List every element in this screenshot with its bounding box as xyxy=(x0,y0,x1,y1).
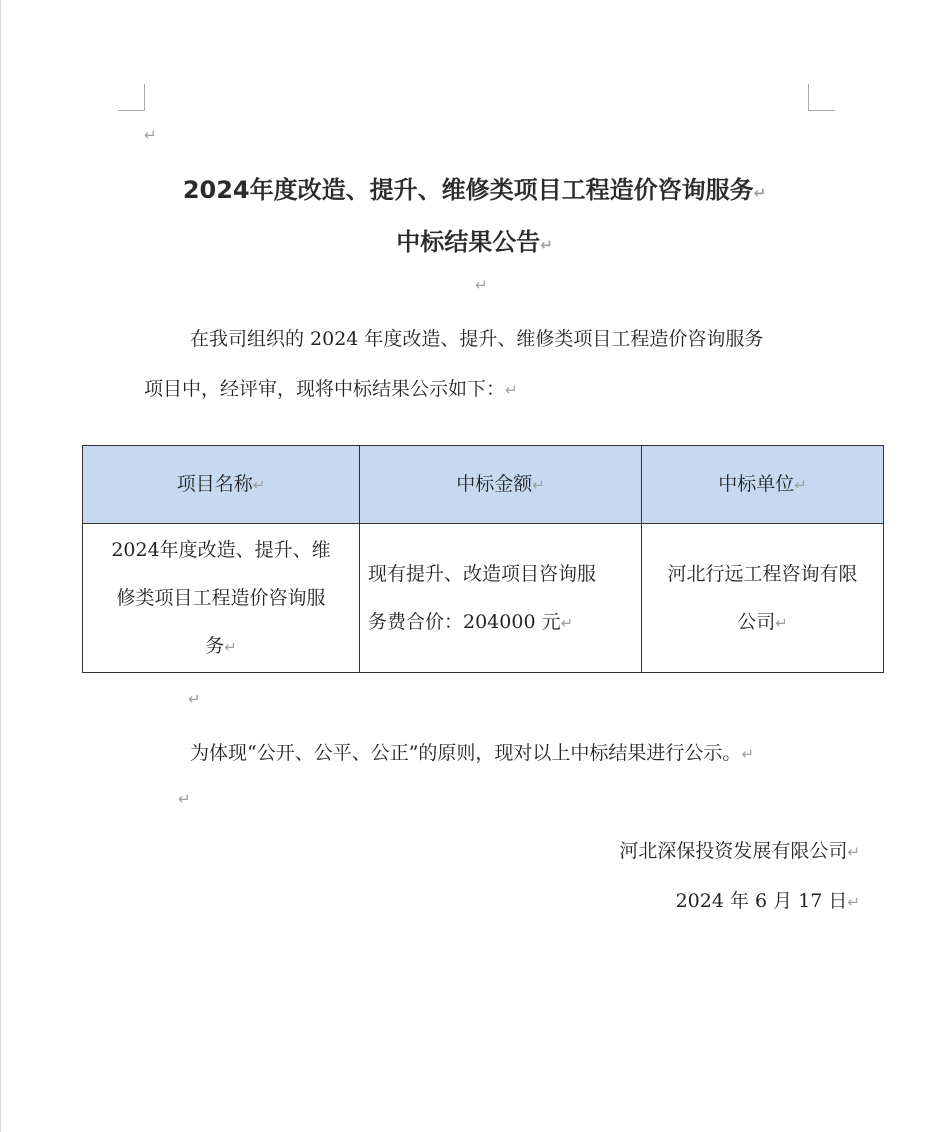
header-project-name: 项目名称↵ xyxy=(83,446,360,524)
date-text: 2024 年 6 月 17 日 xyxy=(675,890,848,912)
document-title-line1 xyxy=(0,170,949,205)
closing-text: 为体现“公开、公平、公正”的原则，现对以上中标结果进行公示。 xyxy=(190,742,742,764)
paragraph-mark: ↵ xyxy=(188,690,201,708)
table-row xyxy=(83,524,884,673)
cell-winner: 河北行远工程咨询有限 公司↵ xyxy=(642,524,884,673)
intro-line2-text: 项目中，经评审，现将中标结果公示如下： xyxy=(144,378,506,400)
cell-amount: 现有提升、改造项目咨询服 务费合价：204000 元↵ xyxy=(360,524,642,673)
paragraph-mark: ↵ xyxy=(540,236,553,254)
paragraph-mark: ↵ xyxy=(847,843,860,861)
table-header-row xyxy=(83,446,884,524)
paragraph-mark: ↵ xyxy=(475,276,488,294)
closing-statement xyxy=(190,738,754,765)
title-line2-text: 中标结果公告 xyxy=(396,228,541,256)
signature-date xyxy=(676,886,860,913)
result-table xyxy=(82,445,884,673)
paragraph-mark: ↵ xyxy=(753,184,767,202)
paragraph-mark: ↵ xyxy=(505,381,518,399)
title-line1-text: 2024年度改造、提升、维修类项目工程造价咨询服务 xyxy=(182,176,754,204)
header-winner: 中标单位↵ xyxy=(642,446,884,524)
paragraph-mark: ↵ xyxy=(144,126,157,144)
document-title-line2 xyxy=(0,222,949,257)
intro-line1: 在我司组织的 2024 年度改造、提升、维修类项目工程造价咨询服务 xyxy=(190,328,764,350)
company-name: 河北深保投资发展有限公司 xyxy=(619,840,848,862)
crop-mark-top-left xyxy=(118,84,145,111)
crop-mark-top-right xyxy=(808,84,835,111)
intro-line2 xyxy=(144,374,518,401)
paragraph-mark: ↵ xyxy=(178,790,191,808)
header-amount: 中标金额↵ xyxy=(360,446,642,524)
paragraph-mark: ↵ xyxy=(741,745,755,763)
signature-company xyxy=(619,836,860,863)
paragraph-mark: ↵ xyxy=(847,893,860,911)
cell-project-name: 2024年度改造、提升、维 修类项目工程造价咨询服 务↵ xyxy=(83,524,360,673)
